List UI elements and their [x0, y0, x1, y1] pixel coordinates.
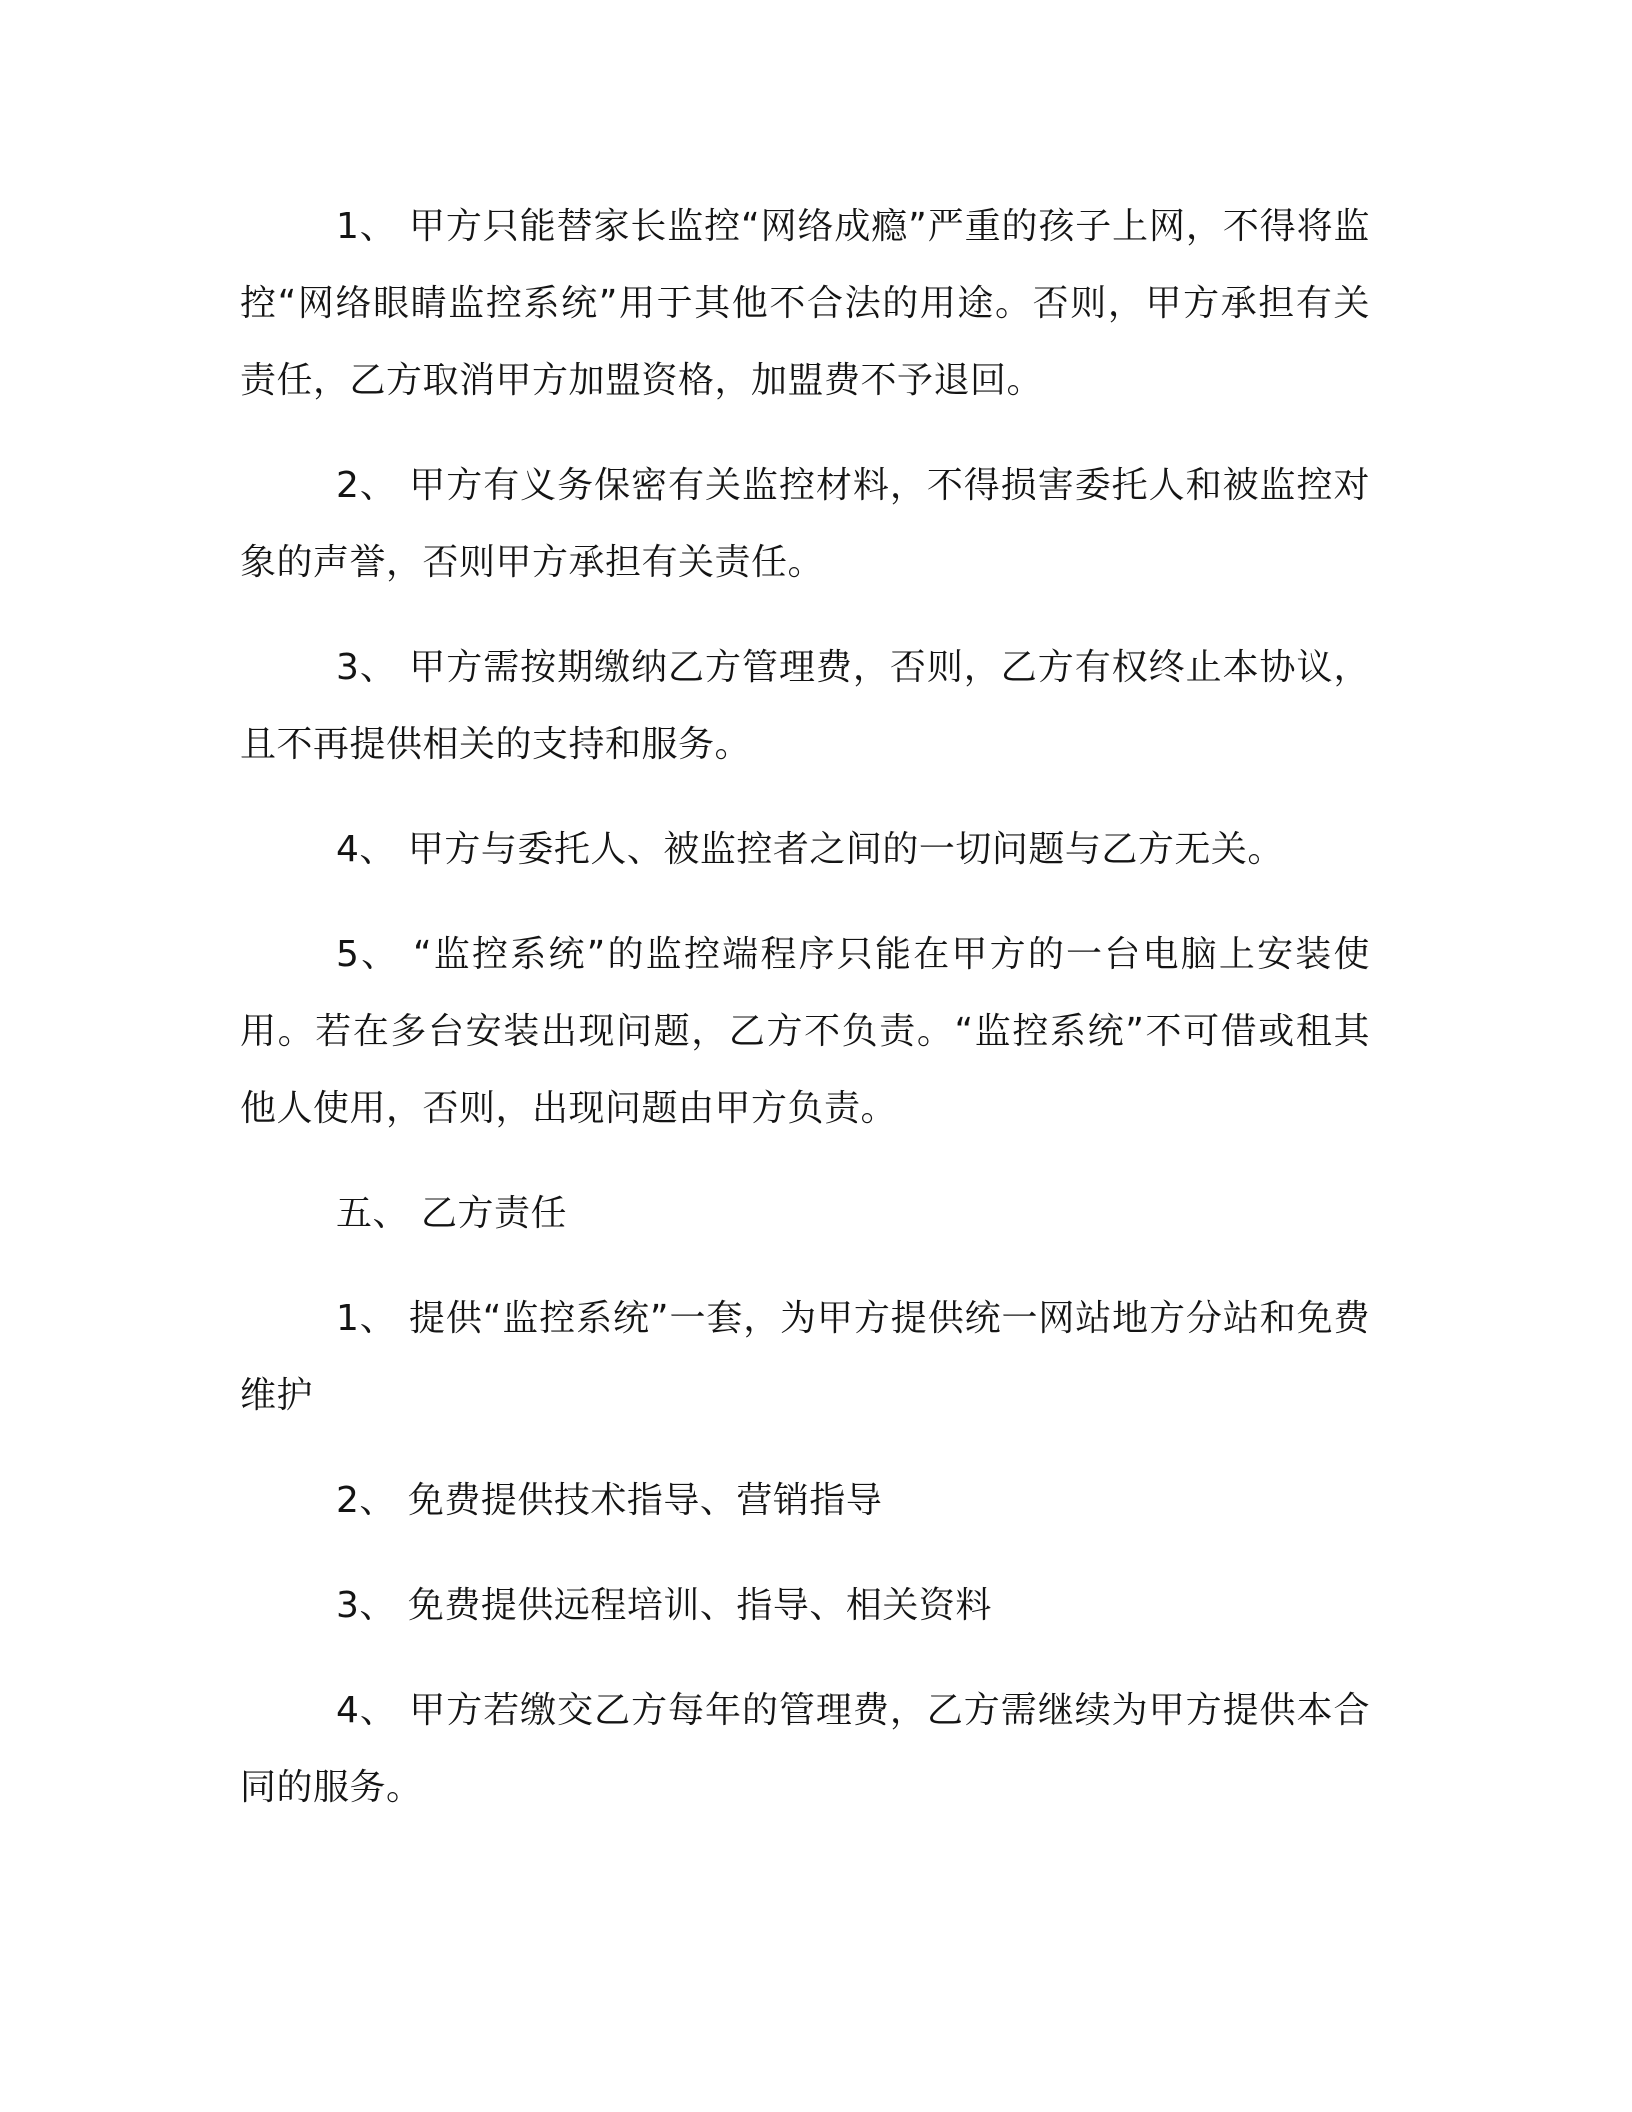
party-b-item-3: 3、 免费提供远程培训、指导、相关资料 [336, 1585, 992, 1626]
party-a-item-3: 3、 甲方需按期缴纳乙方管理费，否则，乙方有权终止本协议，且不再提供相关的支持和服务。 [240, 647, 1370, 765]
document-body [240, 188, 1370, 1854]
party-b-item-4: 4、 甲方若缴交乙方每年的管理费，乙方需继续为甲方提供本合同的服务。 [240, 1690, 1370, 1808]
section-heading-party-b: 五、 乙方责任 [336, 1193, 567, 1234]
party-a-item-2: 2、 甲方有义务保密有关监控材料，不得损害委托人和被监控对象的声誉，否则甲方承担有关责任。 [240, 465, 1370, 583]
party-a-item-5: 5、 “监控系统”的监控端程序只能在甲方的一台电脑上安装使用。若在多台安装出现问题，乙方不负责。“监控系统”不可借或租其他人使用，否则，出现问题由甲方负责。 [240, 934, 1370, 1129]
party-a-item-1: 1、 甲方只能替家长监控“网络成瘾”严重的孩子上网，不得将监控“网络眼睛监控系统”用于其他不合法的用途。否则，甲方承担有关责任，乙方取消甲方加盟资格，加盟费不予退回。 [240, 206, 1370, 401]
party-a-item-4: 4、 甲方与委托人、被监控者之间的一切问题与乙方无关。 [336, 829, 1284, 870]
party-b-item-1: 1、 提供“监控系统”一套，为甲方提供统一网站地方分站和免费维护 [240, 1298, 1370, 1416]
party-b-item-2: 2、 免费提供技术指导、营销指导 [336, 1480, 883, 1521]
